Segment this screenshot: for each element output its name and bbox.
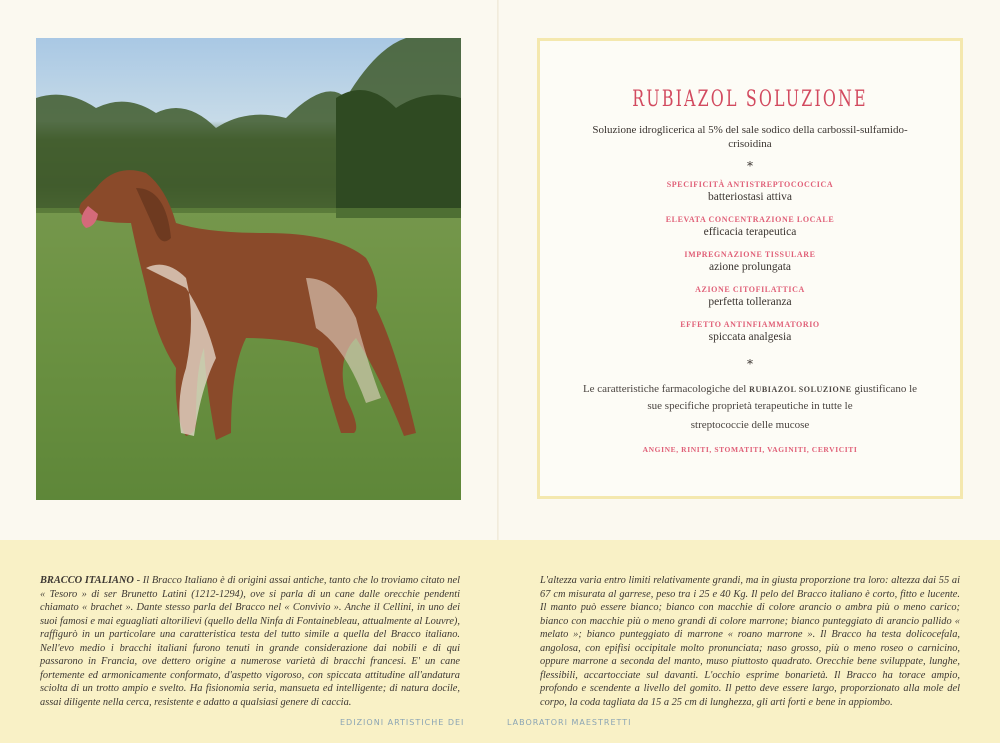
footer-publisher-right: LABORATORI MAESTRETTI (507, 718, 632, 727)
breed-description-left (40, 574, 460, 709)
feature-heading: AZIONE CITOFILATTICA (695, 285, 805, 294)
feature-heading: EFFETTO ANTINFIAMMATORIO (680, 320, 820, 329)
indications: ANGINE, RINITI, STOMATITI, VAGINITI, CERVICITI (642, 445, 858, 454)
feature-heading: SPECIFICITÀ ANTISTREPTOCOCCICA (666, 180, 834, 189)
feature-item (540, 250, 960, 273)
conclusion-text (576, 381, 924, 415)
footer-publisher-left: EDIZIONI ARTISTICHE DEI (340, 718, 465, 727)
feature-detail: efficacia terapeutica (703, 226, 797, 238)
feature-item (540, 180, 960, 203)
feature-item (540, 320, 960, 343)
breed-body-left: - Il Bracco Italiano è di origini assai antiche, tanto che lo troviamo citato nel « Tesoro » di ser Brunetto Latini (1212-1294), ove si parla di un cane dalle orecchie pendenti chiamato « brachet ». Dante stesso parla del Bracco nel « Convivio ». Anche il Cellini, in uno dei suoi famosi e mai eguagliati altorilievi (quello della Ninfa di Fontainebleau, attualmente al Louvre), raffigurò in un particolare una caratteristica testa del tutto simile a quella del Bracco italiano. Nell'evo medio i bracchi italiani furono tenuti in grande considerazione dai nobili e di qui passarono in Francia, ove dettero origine a numerose varietà di bracchi francesi. E' un cane fortemente ed armonicamente conformato, d'aspetto vigoroso, con spiccata attitudine all'andatura sciolta di un trotto ampio e svelto. Ha fisionomia seria, mansueta ed intelligente; di natura docile, assai diligente nella cerca, resistente e adatto a qualsiasi genere di caccia. (40, 575, 460, 708)
feature-heading: IMPREGNAZIONE TISSULARE (684, 250, 816, 259)
product-panel (537, 38, 963, 499)
feature-detail: batteriostasi attiva (708, 191, 792, 203)
feature-detail: perfetta tolleranza (708, 296, 792, 308)
feature-detail: spiccata analgesia (708, 331, 792, 343)
feature-detail: azione prolungata (708, 261, 792, 273)
breed-body-right: L'altezza varia entro limiti relativamente grandi, ma in giusta proporzione tra loro: altezza dai 55 ai 67 cm misurata al garrese, peso tra i 25 e 40 Kg. Il pelo del Bracco italiano è corto, fitto e lucente. Il manto può essere bianco; bianco con macchie di colore arancio o ambra più o meno carico; bianco con macchie più o meno grandi di colore marrone; bianco punteggiato di arancio pallido « melato »; bianco punteggiato di marrone « roano marrone ». Il Bracco ha testa dolicocefala, angolosa, con epifisi occipitale molto pronunciata; naso grosso, più o meno roseo o carnicino, oppure marrone a seconda del manto, muso piuttosto quadrato. Orecchie bene sviluppate, lunghe, flessibili, accartocciate sul davanti. L'occhio esprime bonarietà. Il Bracco ha torace ampio, profondo e scendente a livello del gomito. Il petto deve essere largo, proporzionato alla mole del corpo, la coda tagliata da 15 a 25 cm di lunghezza, gli arti forti e bene in appiombo. (540, 575, 960, 708)
separator-star: * (747, 159, 753, 173)
product-subtitle: Soluzione idroglicerica al 5% del sale sodico della carbossil-sulfamido-crisoidina (592, 124, 908, 150)
product-title: RUBIAZOL SOLUZIONE (632, 87, 868, 112)
conclusion-brand: RUBIAZOL SOLUZIONE (749, 385, 852, 394)
feature-item (540, 215, 960, 238)
conclusion-post: giustificano le sue specifiche proprietà terapeutiche in tutte le (647, 383, 918, 412)
separator-star: * (747, 357, 753, 371)
dog-illustration (36, 38, 461, 500)
breed-description-right (540, 574, 960, 709)
bracco-italiano-photo (36, 38, 461, 500)
conclusion-pre: Le caratteristiche farmacologiche del (582, 383, 747, 395)
feature-heading: ELEVATA CONCENTRAZIONE LOCALE (665, 215, 835, 224)
conclusion-end: streptococcie delle mucose (690, 419, 810, 431)
feature-item (540, 285, 960, 308)
breed-heading: BRACCO ITALIANO (40, 575, 134, 586)
